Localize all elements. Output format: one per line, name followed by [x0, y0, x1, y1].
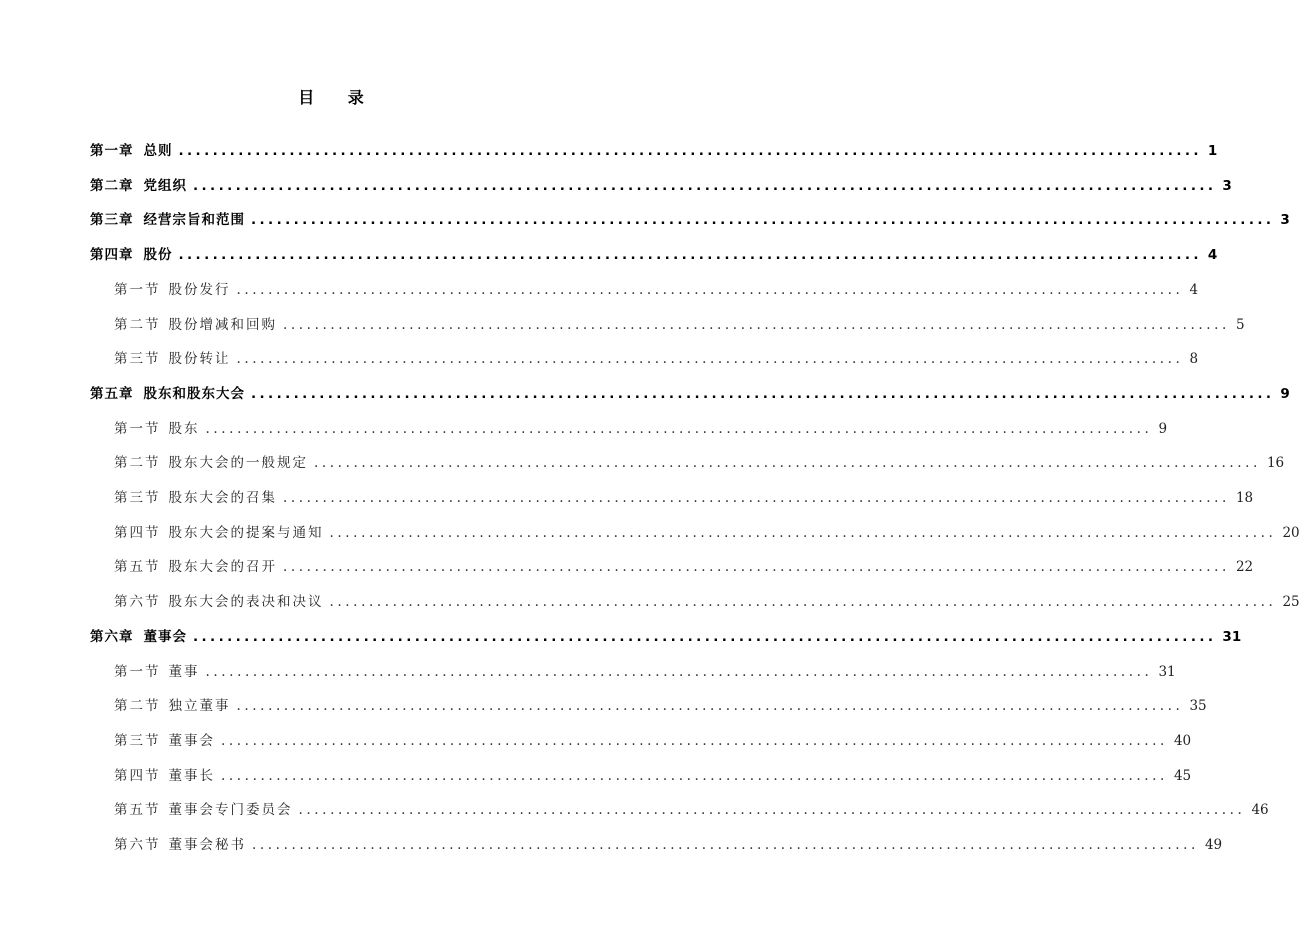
toc-entry-number: 第一节 [114, 663, 161, 680]
toc-entry-title: 股东大会的一般规定 [168, 455, 308, 472]
toc-section-entry[interactable] [114, 591, 1300, 613]
toc-chapter-entry[interactable] [90, 383, 1290, 405]
toc-entry-title: 独立董事 [168, 698, 231, 715]
toc-section-entry[interactable] [114, 452, 1285, 474]
toc-entry-number: 第三节 [114, 351, 161, 368]
toc-dot-leader: ........................................................................................................................ [314, 455, 1261, 472]
toc-entry-number: 第四章 [90, 247, 134, 264]
toc-dot-leader: ........................................................................................................................ [283, 490, 1230, 506]
toc-dot-leader: ........................................................................................................................ [205, 420, 1153, 437]
toc-dot-leader: ........................................................................................................................ [298, 802, 1246, 819]
toc-page-number: 3 [1222, 177, 1232, 194]
toc-section-entry[interactable] [114, 661, 1176, 683]
toc-entry-number: 第二章 [90, 177, 134, 194]
toc-entry-number: 第六章 [90, 628, 134, 645]
toc-dot-leader: ........................................................................................................................ [221, 767, 1168, 784]
toc-chapter-entry[interactable] [90, 626, 1242, 648]
toc-section-entry[interactable] [114, 556, 1254, 578]
toc-chapter-entry[interactable] [90, 244, 1218, 266]
toc-page-number: 8 [1189, 351, 1199, 368]
toc-chapter-entry[interactable] [90, 175, 1232, 197]
toc-entry-number: 第二节 [114, 316, 161, 333]
toc-entry-number: 第一章 [90, 143, 134, 159]
toc-entry-title: 董事 [168, 663, 200, 680]
toc-entry-title: 董事会秘书 [168, 837, 246, 853]
toc-entry-number: 第三节 [114, 732, 161, 749]
toc-page-number: 40 [1173, 732, 1192, 749]
toc-chapter-entry[interactable] [90, 140, 1218, 162]
toc-dot-leader: ........................................................................................................................ [236, 351, 1184, 368]
toc-dot-leader: ........................................................................................................................ [178, 247, 1202, 264]
toc-dot-leader: ........................................................................................................................ [236, 281, 1184, 298]
toc-entry-number: 第一节 [114, 420, 161, 437]
toc-chapter-entry[interactable] [90, 209, 1290, 231]
toc-section-entry[interactable] [114, 730, 1192, 752]
toc-entry-number: 第六节 [114, 837, 161, 853]
toc-section-entry[interactable] [114, 522, 1300, 544]
toc-entry-number: 第六节 [114, 594, 161, 611]
toc-entry-number: 第五节 [114, 802, 161, 819]
toc-section-entry[interactable] [114, 418, 1168, 440]
toc-section-entry[interactable] [114, 314, 1245, 336]
toc-page-number: 9 [1158, 420, 1168, 437]
toc-dot-leader: ........................................................................................................................ [329, 524, 1277, 541]
toc-entry-title: 董事长 [168, 767, 215, 784]
toc-page-number: 1 [1207, 143, 1218, 159]
toc-page-number: 20 [1282, 524, 1300, 541]
toc-page-number: 31 [1222, 628, 1242, 645]
toc-dot-leader: ........................................................................................................................ [283, 316, 1230, 333]
toc-entry-title: 股份发行 [168, 281, 231, 298]
toc-entry-title: 董事会 [143, 628, 187, 645]
toc-dot-leader: ........................................................................................................................ [193, 177, 1217, 194]
toc-page-number: 22 [1235, 559, 1254, 576]
toc-entry-title: 股份增减和回购 [168, 316, 277, 333]
toc-dot-leader: ........................................................................................................................ [252, 837, 1199, 853]
toc-section-entry[interactable] [114, 695, 1207, 717]
toc-entry-title: 股份 [143, 247, 173, 264]
toc-section-entry[interactable] [114, 799, 1269, 821]
toc-entry-title: 股份转让 [168, 351, 231, 368]
toc-entry-number: 第四节 [114, 767, 161, 784]
toc-entry-number: 第三节 [114, 490, 161, 506]
toc-dot-leader: ........................................................................................................................ [178, 143, 1202, 159]
toc-entry-title: 经营宗旨和范围 [143, 212, 245, 229]
toc-page-number: 5 [1235, 316, 1245, 333]
toc-entry-title: 董事会 [168, 732, 215, 749]
toc-entry-title: 股东大会的召开 [168, 559, 277, 576]
toc-section-entry[interactable] [114, 487, 1254, 509]
toc-entry-title: 总则 [143, 143, 173, 159]
toc-section-entry[interactable] [114, 765, 1192, 787]
toc-entry-title: 股东和股东大会 [143, 385, 245, 402]
toc-page-number: 9 [1280, 385, 1290, 402]
page-title: 目 录 [298, 88, 378, 107]
toc-entry-title: 股东大会的表决和决议 [168, 594, 324, 611]
toc-page-number: 4 [1207, 247, 1218, 264]
toc-dot-leader: ........................................................................................................................ [283, 559, 1230, 576]
toc-entry-number: 第四节 [114, 524, 161, 541]
toc-dot-leader: ........................................................................................................................ [329, 594, 1277, 611]
toc-page-number: 46 [1251, 802, 1269, 819]
toc-dot-leader: ........................................................................................................................ [251, 212, 1275, 229]
toc-section-entry[interactable] [114, 279, 1199, 301]
toc-page-number: 31 [1158, 663, 1176, 680]
toc-entry-number: 第一节 [114, 281, 161, 298]
toc-entry-number: 第五章 [90, 385, 134, 402]
toc-dot-leader: ........................................................................................................................ [251, 385, 1275, 402]
toc-page-number: 4 [1189, 281, 1199, 298]
toc-page-number: 49 [1204, 837, 1223, 853]
toc-section-entry[interactable] [114, 348, 1199, 370]
toc-entry-title: 股东 [168, 420, 200, 437]
toc-entry-number: 第五节 [114, 559, 161, 576]
toc-page-number: 3 [1280, 212, 1290, 229]
toc-dot-leader: ........................................................................................................................ [236, 698, 1184, 715]
toc-entry-title: 董事会专门委员会 [168, 802, 293, 819]
toc-page-number: 35 [1189, 698, 1207, 715]
toc-page-number: 25 [1282, 594, 1300, 611]
toc-entry-title: 股东大会的召集 [168, 490, 277, 506]
toc-entry-number: 第三章 [90, 212, 134, 229]
toc-section-entry[interactable] [114, 834, 1223, 856]
toc-dot-leader: ........................................................................................................................ [221, 732, 1168, 749]
toc-entry-title: 党组织 [143, 177, 187, 194]
toc-entry-number: 第二节 [114, 698, 161, 715]
toc-dot-leader: ........................................................................................................................ [193, 628, 1217, 645]
toc-page-number: 18 [1235, 490, 1254, 506]
toc-entry-title: 股东大会的提案与通知 [168, 524, 324, 541]
toc-page-number: 45 [1173, 767, 1192, 784]
toc-page-number: 16 [1266, 455, 1285, 472]
toc-entry-number: 第二节 [114, 455, 161, 472]
toc-dot-leader: ........................................................................................................................ [205, 663, 1153, 680]
